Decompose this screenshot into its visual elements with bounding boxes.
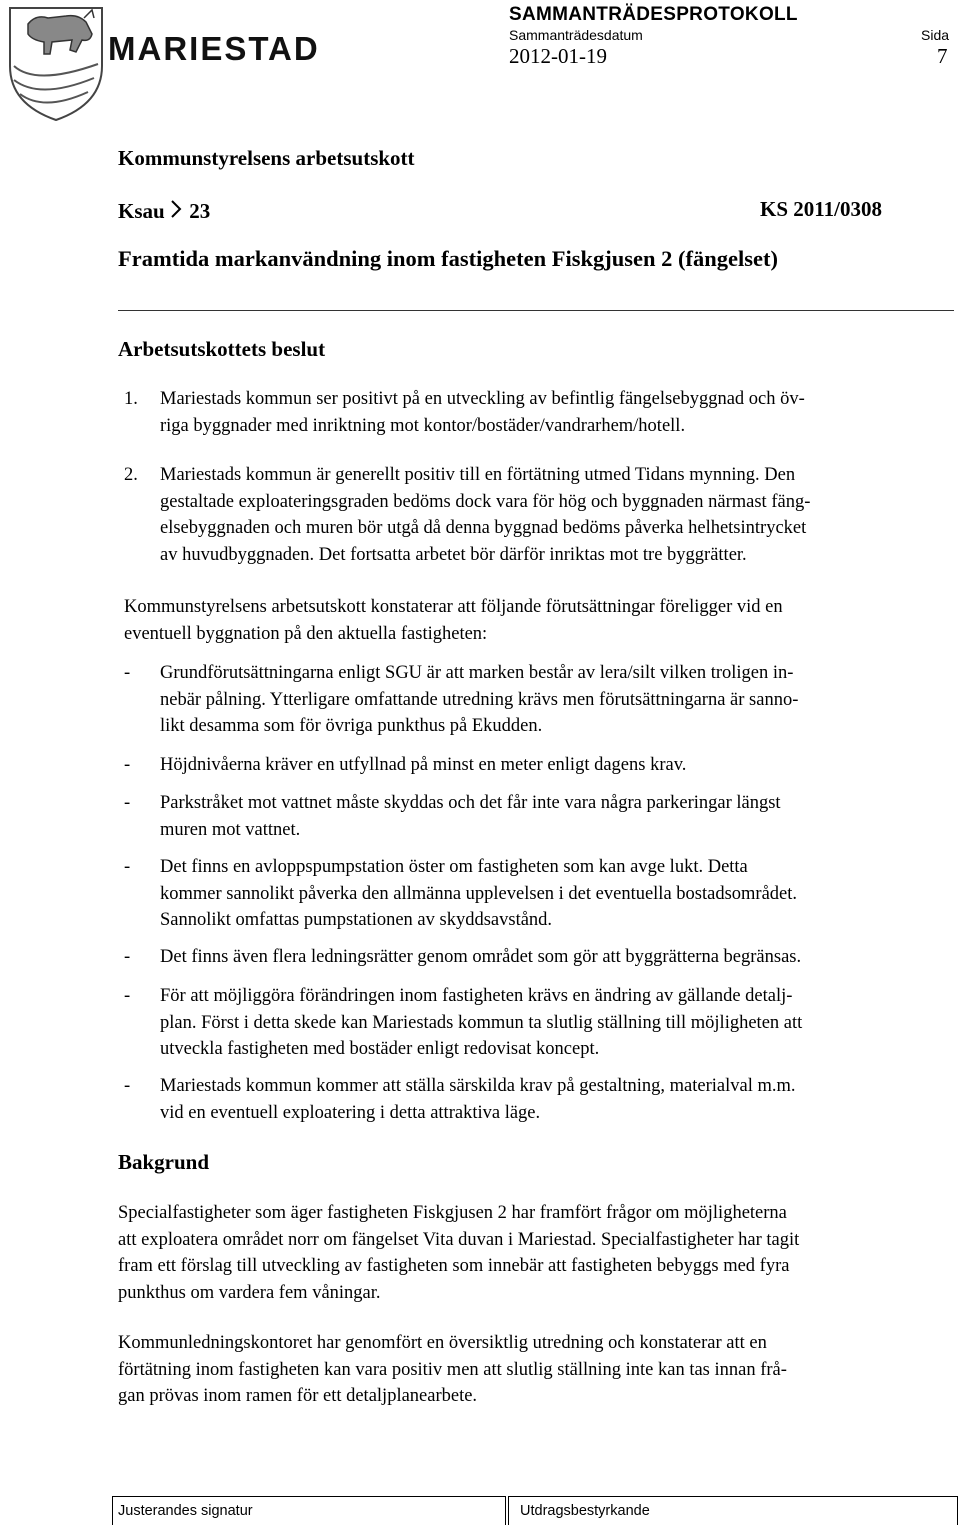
text-line: Det finns även flera ledningsrätter genom området som gör att byggrätterna begränsas.	[160, 947, 802, 967]
protocol-title: SAMMANTRÄDESPROTOKOLL	[509, 4, 798, 25]
decision-text	[160, 386, 954, 439]
bullet-dash: -	[124, 793, 131, 813]
text-line: Mariestads kommun är generellt positiv till en förtätning utmed Tidans mynning. Den	[160, 465, 796, 485]
decision-heading: Arbetsutskottets beslut	[118, 337, 326, 361]
bullet-dash: -	[124, 857, 131, 877]
background-paragraph	[118, 1330, 940, 1410]
logo-wordmark: MARIESTAD	[108, 30, 320, 67]
text-line: vid en eventuell exploatering i detta attraktiva läge.	[160, 1102, 541, 1123]
background-heading: Bakgrund	[118, 1150, 210, 1174]
section-sign-icon	[170, 197, 184, 221]
condition-text	[160, 854, 956, 934]
text-line: Det finns en avloppspumpstation öster om fastigheten som kan avge lukt. Detta	[160, 857, 748, 877]
condition-text	[160, 1073, 956, 1126]
condition-text	[160, 752, 956, 779]
signature-label: Justerandes signatur	[118, 1503, 253, 1519]
text-line: Grundförutsättningarna enligt SGU är att marken består av lera/silt vilken troligen in-	[160, 663, 794, 683]
text-line: riga byggnader med inriktning mot kontor/bostäder/vandrarhem/hotell.	[160, 415, 686, 436]
text-line: elsebyggnaden och muren bör utgå då denna byggnad bedöms påverka helhetsintrycket	[160, 518, 807, 538]
condition-text	[160, 790, 956, 843]
text-line: kommer sannolikt påverka den allmänna upplevelsen i det eventuella bostadsområdet.	[160, 883, 798, 904]
bullet-dash: -	[124, 947, 131, 967]
text-line: Höjdnivåerna kräver en utfyllnad på minst en meter enligt dagens krav.	[160, 755, 687, 775]
background-paragraph	[118, 1200, 940, 1306]
meeting-date-label: Sammanträdesdatum	[509, 27, 643, 43]
title-divider	[118, 310, 954, 311]
text-line: Mariestads kommun ser positivt på en utveckling av befintlig fängelsebyggnad och öv-	[160, 389, 805, 409]
text-line: Kommunledningskontoret har genomfört en översiktlig utredning och konstaterar att en	[118, 1333, 767, 1353]
condition-text	[160, 944, 956, 971]
text-line: plan. Först i detta skede kan Mariestads kommun ta slutlig ställning till möjligheten att	[160, 1012, 803, 1033]
text-line: För att möjliggöra förändringen inom fastigheten krävs en ändring av gällande detalj-	[160, 986, 793, 1006]
ksau-reference	[118, 197, 210, 224]
page-number: 7	[937, 44, 948, 68]
committee-name: Kommunstyrelsens arbetsutskott	[118, 146, 415, 170]
bullet-dash: -	[124, 1076, 131, 1096]
condition-text	[160, 983, 956, 1063]
text-line: muren mot vattnet.	[160, 819, 301, 840]
decision-text	[160, 462, 954, 568]
ksau-label: Ksau	[118, 199, 165, 223]
bullet-dash: -	[124, 663, 131, 683]
text-line: gan prövas inom ramen för ett detaljplanearbete.	[118, 1386, 478, 1406]
case-number: KS 2011/0308	[760, 197, 882, 221]
text-line: Kommunstyrelsens arbetsutskott konstaterar att följande förutsättningar föreligger vid en	[124, 597, 783, 617]
text-line: Sannolikt omfattas pumpstationen av skyddsavstånd.	[160, 910, 553, 930]
text-line: punkthus om vardera fem våningar.	[118, 1282, 381, 1303]
condition-text	[160, 660, 956, 740]
text-line: gestaltade exploateringsgraden bedöms dock vara för hög och byggnaden närmast fäng-	[160, 491, 811, 512]
case-title: Framtida markanvändning inom fastigheten Fiskgjusen 2 (fängelset)	[118, 246, 779, 271]
text-line: eventuell byggnation på den aktuella fastigheten:	[124, 623, 488, 644]
decision-number: 2.	[124, 465, 138, 485]
text-line: förtätning inom fastigheten kan vara positiv men att slutlig ställning inte kan tas innan frå-	[118, 1359, 787, 1380]
extract-label: Utdragsbestyrkande	[520, 1503, 650, 1519]
text-line: nebär pålning. Ytterligare omfattande utredning krävs men förutsättningarna är sanno-	[160, 689, 799, 710]
bullet-dash: -	[124, 986, 131, 1006]
meeting-date: 2012-01-19	[509, 44, 607, 68]
text-line: att exploatera området norr om fängelset Vita duvan i Mariestad. Specialfastigheter har tagit	[118, 1229, 800, 1250]
text-line: Mariestads kommun kommer att ställa särskilda krav på gestaltning, materialval m.m.	[160, 1076, 796, 1096]
text-line: likt desamma som för övriga punkthus på Ekudden.	[160, 716, 543, 736]
conditions-intro	[124, 594, 956, 647]
text-line: Specialfastigheter som äger fastigheten Fiskgjusen 2 har framfört frågor om möjligheterna	[118, 1203, 787, 1223]
text-line: av huvudbyggnaden. Det fortsatta arbetet bör därför inriktas mot tre byggrätter.	[160, 544, 747, 565]
text-line: fram ett förslag till utveckling av fastigheten som innebär att fastigheten bebyggs med fyra	[118, 1256, 790, 1276]
ksau-number: 23	[189, 199, 211, 223]
decision-number: 1.	[124, 389, 138, 409]
text-line: utveckla fastigheten med bostäder enligt redovisat koncept.	[160, 1039, 600, 1059]
text-line: Parkstråket mot vattnet måste skyddas och det får inte vara några parkeringar längst	[160, 793, 781, 813]
page-label: Sida	[921, 27, 950, 43]
coat-of-arms-icon	[10, 8, 102, 120]
bullet-dash: -	[124, 755, 131, 775]
